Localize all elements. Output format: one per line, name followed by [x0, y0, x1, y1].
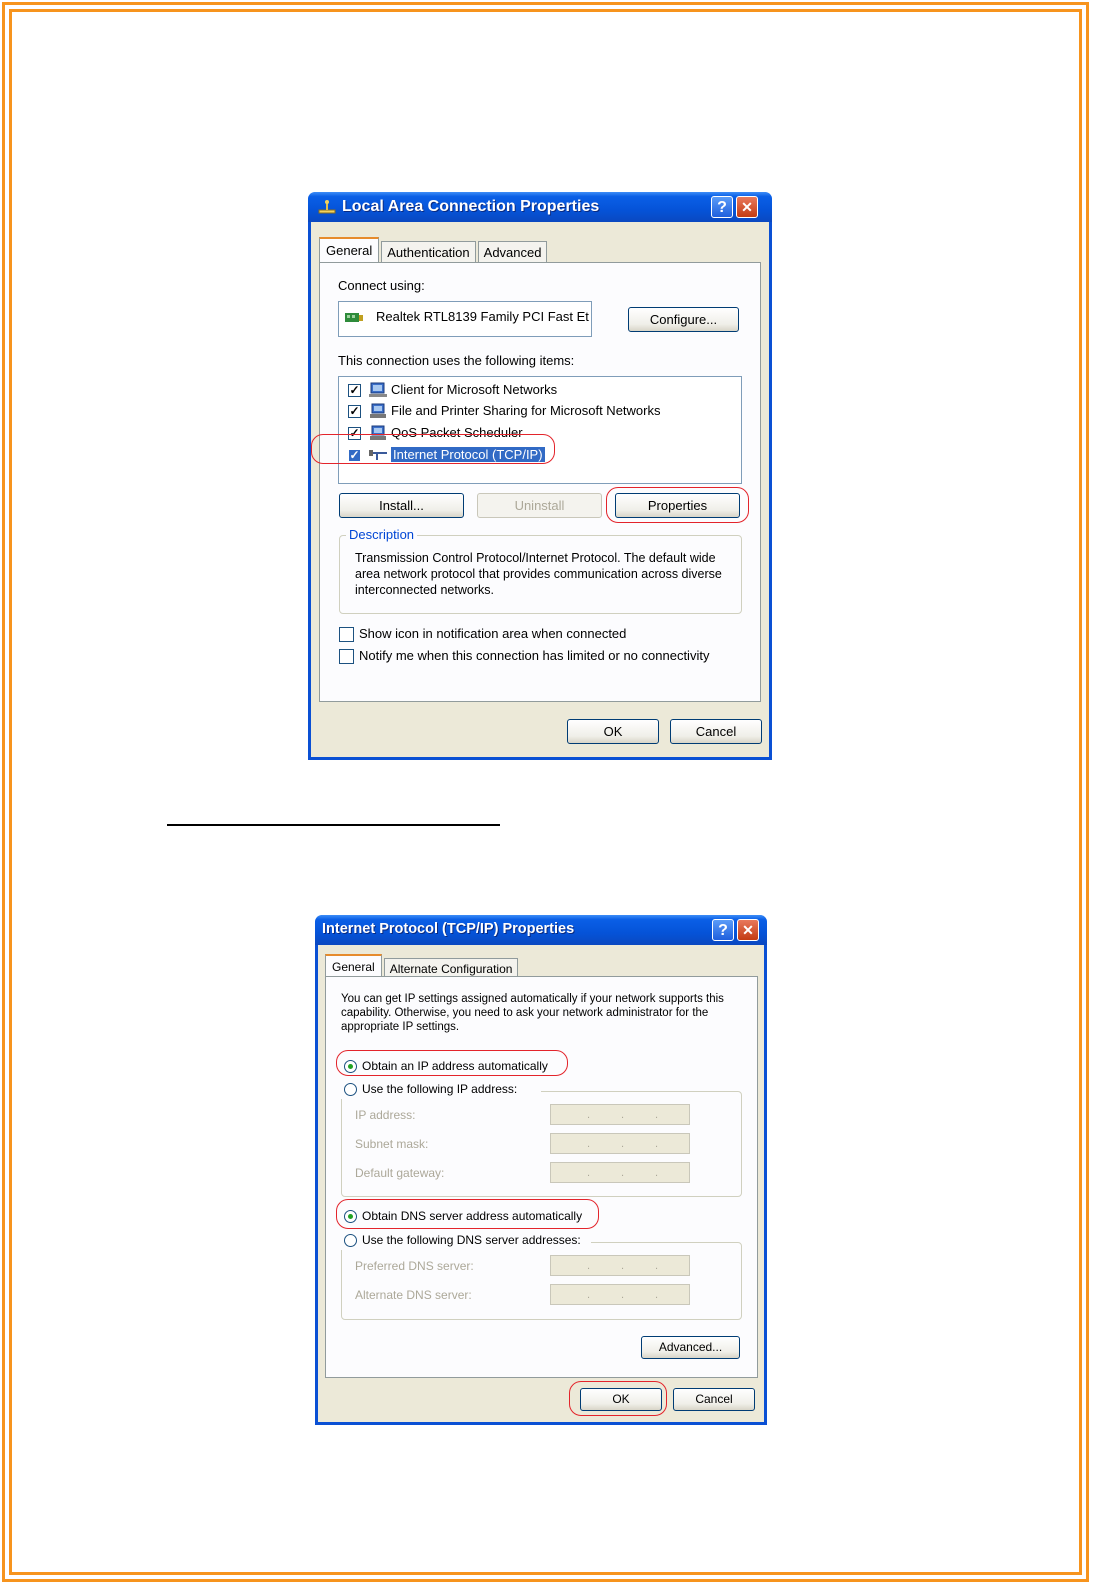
intro-text: You can get IP settings assigned automatically if your network supports this capability. Otherwise, you need to ask your network administrator for the appropriate IP settings.	[341, 993, 724, 1033]
list-item-file-sharing[interactable]: ✓ File and Printer Sharing for Microsoft Networks	[339, 401, 739, 421]
cancel-button[interactable]: Cancel	[673, 1388, 755, 1411]
default-gateway-field[interactable]: . . .	[550, 1162, 690, 1183]
advanced-button[interactable]: Advanced...	[641, 1336, 740, 1359]
dialog-titlebar[interactable]	[315, 915, 767, 945]
preferred-dns-field[interactable]: . . .	[550, 1255, 690, 1276]
subnet-mask-label: Subnet mask:	[355, 1137, 429, 1151]
tab-advanced[interactable]: Advanced	[478, 241, 548, 262]
tab-authentication[interactable]: Authentication	[381, 241, 475, 262]
preferred-dns-label: Preferred DNS server:	[355, 1259, 474, 1273]
item-checkbox[interactable]: ✓	[349, 448, 360, 462]
ip-address-field[interactable]: . . .	[550, 1104, 690, 1125]
obtain-ip-highlight-ring	[336, 1050, 568, 1076]
tab-general[interactable]: General	[319, 237, 379, 262]
dialog-title: Local Area Connection Properties	[342, 198, 600, 215]
list-item-client[interactable]: ✓ Client for Microsoft Networks	[339, 380, 739, 400]
obtain-dns-label: Obtain DNS server address automatically	[362, 1209, 583, 1223]
alternate-dns-field[interactable]: . . .	[550, 1284, 690, 1305]
dialog-titlebar[interactable]	[308, 192, 772, 222]
use-dns-label: Use the following DNS server addresses:	[362, 1233, 581, 1247]
install-button[interactable]: Install...	[339, 493, 464, 518]
default-gateway-label: Default gateway:	[355, 1166, 445, 1180]
tcpip-properties-dialog	[315, 915, 767, 1425]
ok-button[interactable]: OK	[567, 719, 659, 744]
notify-label: Notify me when this connection has limited or no connectivity	[359, 648, 710, 663]
close-button[interactable]: ✕	[736, 196, 758, 218]
help-button[interactable]: ?	[712, 919, 734, 941]
client-network-icon	[369, 382, 387, 403]
items-list[interactable]	[338, 376, 742, 484]
tcpip-highlight-ring	[311, 434, 555, 464]
configure-button[interactable]: Configure...	[628, 307, 739, 332]
use-ip-radio[interactable]	[344, 1083, 357, 1096]
alternate-dns-label: Alternate DNS server:	[355, 1288, 472, 1302]
properties-highlight-ring	[606, 487, 749, 523]
list-item-qos[interactable]: ✓ QoS Packet Scheduler	[339, 423, 739, 443]
ok-button[interactable]: OK	[580, 1388, 662, 1411]
show-icon-checkbox[interactable]	[339, 627, 354, 642]
dns-group	[341, 1242, 742, 1320]
use-ip-label: Use the following IP address:	[362, 1082, 518, 1096]
ip-address-label: IP address:	[355, 1108, 416, 1122]
cancel-button[interactable]: Cancel	[670, 719, 762, 744]
item-checkbox[interactable]: ✓	[349, 383, 360, 397]
local-area-connection-dialog	[308, 192, 772, 760]
network-adapter-icon	[345, 311, 365, 323]
item-checkbox[interactable]: ✓	[349, 404, 360, 418]
ok-highlight-ring	[569, 1381, 667, 1416]
notify-checkbox[interactable]	[339, 649, 354, 664]
dialog-title: Internet Protocol (TCP/IP) Properties	[322, 921, 575, 937]
item-checkbox[interactable]: ✓	[349, 426, 360, 440]
obtain-dns-highlight-ring	[336, 1199, 599, 1229]
description-text: Transmission Control Protocol/Internet Protocol. The default wide area network protocol that provides communication across diverse interconnected networks.	[355, 551, 722, 597]
help-button[interactable]: ?	[711, 196, 733, 218]
subnet-mask-field[interactable]: . . .	[550, 1133, 690, 1154]
service-icon	[369, 403, 387, 424]
connect-using-label: Connect using:	[338, 278, 425, 293]
separator-line	[167, 824, 500, 826]
tab-alternate-configuration[interactable]: Alternate Configuration	[384, 958, 519, 978]
properties-button[interactable]: Properties	[615, 493, 740, 518]
adapter-field	[338, 301, 592, 337]
show-icon-label: Show icon in notification area when connected	[359, 626, 627, 641]
close-button[interactable]: ✕	[737, 919, 759, 941]
selected-item-label: Internet Protocol (TCP/IP)	[393, 447, 543, 462]
items-label: This connection uses the following items:	[338, 353, 575, 368]
uninstall-button[interactable]: Uninstall	[477, 493, 602, 518]
use-dns-radio[interactable]	[344, 1234, 357, 1247]
tab-general[interactable]: General	[325, 954, 382, 978]
description-legend: Description	[346, 527, 417, 542]
obtain-ip-label: Obtain an IP address automatically	[362, 1059, 548, 1073]
adapter-name: Realtek RTL8139 Family PCI Fast Et	[376, 309, 589, 324]
network-connection-icon	[318, 199, 336, 215]
